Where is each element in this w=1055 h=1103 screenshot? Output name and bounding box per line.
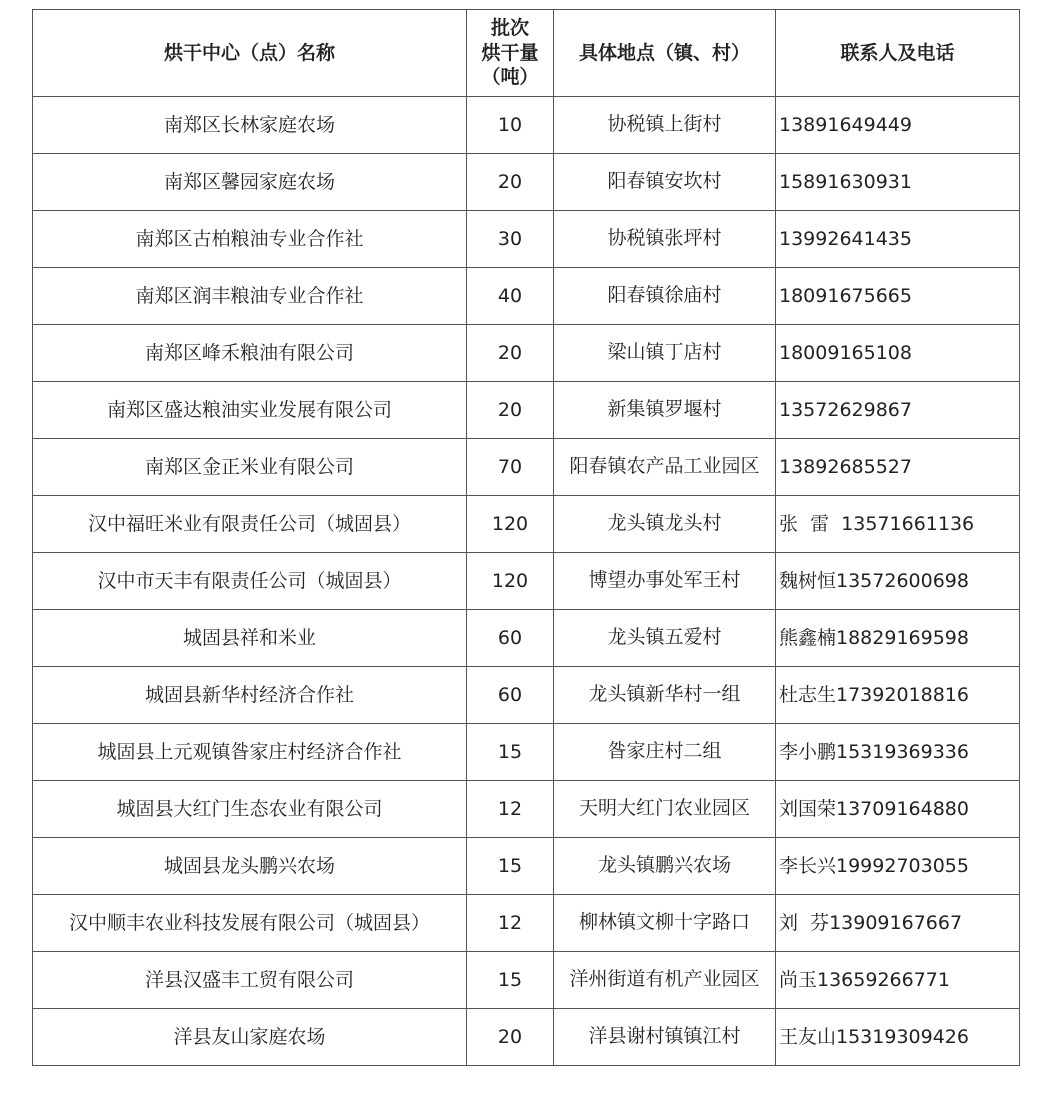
cell-contact: 13992641435 (776, 211, 1020, 268)
cell-name: 洋县友山家庭农场 (33, 1009, 467, 1066)
cell-capacity: 15 (467, 838, 554, 895)
cell-capacity: 20 (467, 154, 554, 211)
cell-capacity: 120 (467, 496, 554, 553)
cell-location: 洋州街道有机产业园区 (554, 952, 776, 1009)
cell-location: 协税镇张坪村 (554, 211, 776, 268)
cell-location: 龙头镇五爱村 (554, 610, 776, 667)
cell-name: 南郑区润丰粮油专业合作社 (33, 268, 467, 325)
cell-name: 南郑区盛达粮油实业发展有限公司 (33, 382, 467, 439)
cell-location: 昝家庄村二组 (554, 724, 776, 781)
cell-name: 城固县新华村经济合作社 (33, 667, 467, 724)
table-row (33, 610, 1020, 667)
cell-contact: 张 雷 13571661136 (776, 496, 1020, 553)
cell-location: 新集镇罗堰村 (554, 382, 776, 439)
cell-name: 城固县祥和米业 (33, 610, 467, 667)
cell-name: 汉中市天丰有限责任公司（城固县） (33, 553, 467, 610)
cell-capacity: 12 (467, 781, 554, 838)
cell-location: 阳春镇徐庙村 (554, 268, 776, 325)
cell-location: 柳林镇文柳十字路口 (554, 895, 776, 952)
cell-location: 梁山镇丁店村 (554, 325, 776, 382)
header-capacity-text: 批次 烘干量 （吨） (481, 16, 539, 89)
cell-capacity: 60 (467, 610, 554, 667)
cell-name: 南郑区金正米业有限公司 (33, 439, 467, 496)
cell-name: 南郑区古柏粮油专业合作社 (33, 211, 467, 268)
cell-name: 南郑区峰禾粮油有限公司 (33, 325, 467, 382)
cell-contact: 刘国荣13709164880 (776, 781, 1020, 838)
table-row (33, 724, 1020, 781)
cell-capacity: 15 (467, 952, 554, 1009)
cell-capacity: 40 (467, 268, 554, 325)
cell-location: 龙头镇龙头村 (554, 496, 776, 553)
table-row (33, 895, 1020, 952)
cell-name: 汉中福旺米业有限责任公司（城固县） (33, 496, 467, 553)
cell-location: 洋县谢村镇镇江村 (554, 1009, 776, 1066)
cell-name: 南郑区馨园家庭农场 (33, 154, 467, 211)
cell-contact: 李长兴19992703055 (776, 838, 1020, 895)
cell-location: 协税镇上街村 (554, 97, 776, 154)
cell-contact: 熊鑫楠18829169598 (776, 610, 1020, 667)
table-row (33, 1009, 1020, 1066)
cell-contact: 尚玉13659266771 (776, 952, 1020, 1009)
cell-name: 城固县上元观镇昝家庄村经济合作社 (33, 724, 467, 781)
cell-contact: 13892685527 (776, 439, 1020, 496)
cell-contact: 李小鹏15319369336 (776, 724, 1020, 781)
cell-contact: 15891630931 (776, 154, 1020, 211)
cell-capacity: 20 (467, 382, 554, 439)
cell-contact: 13891649449 (776, 97, 1020, 154)
cell-capacity: 30 (467, 211, 554, 268)
table-row (33, 97, 1020, 154)
cell-location: 博望办事处军王村 (554, 553, 776, 610)
table-row (33, 154, 1020, 211)
cell-contact: 魏树恒13572600698 (776, 553, 1020, 610)
table-row (33, 496, 1020, 553)
cell-capacity: 120 (467, 553, 554, 610)
cell-contact: 18009165108 (776, 325, 1020, 382)
header-location: 具体地点（镇、村） (554, 10, 776, 97)
header-name: 烘干中心（点）名称 (33, 10, 467, 97)
table-row (33, 268, 1020, 325)
cell-contact: 杜志生17392018816 (776, 667, 1020, 724)
cell-capacity: 15 (467, 724, 554, 781)
cell-name: 汉中顺丰农业科技发展有限公司（城固县） (33, 895, 467, 952)
table-row (33, 211, 1020, 268)
table-row (33, 838, 1020, 895)
cell-capacity: 60 (467, 667, 554, 724)
cell-contact: 18091675665 (776, 268, 1020, 325)
table-row (33, 553, 1020, 610)
cell-location: 阳春镇农产品工业园区 (554, 439, 776, 496)
cell-location: 龙头镇新华村一组 (554, 667, 776, 724)
table-row (33, 325, 1020, 382)
header-row (33, 10, 1020, 97)
cell-contact: 刘 芬13909167667 (776, 895, 1020, 952)
table-row (33, 952, 1020, 1009)
cell-name: 城固县大红门生态农业有限公司 (33, 781, 467, 838)
drying-centers-table (32, 9, 1020, 1066)
cell-name: 南郑区长林家庭农场 (33, 97, 467, 154)
cell-capacity: 12 (467, 895, 554, 952)
cell-location: 阳春镇安坎村 (554, 154, 776, 211)
cell-location: 天明大红门农业园区 (554, 781, 776, 838)
cell-name: 洋县汉盛丰工贸有限公司 (33, 952, 467, 1009)
header-capacity (467, 10, 554, 97)
table-row (33, 382, 1020, 439)
header-contact: 联系人及电话 (776, 10, 1020, 97)
cell-location: 龙头镇鹏兴农场 (554, 838, 776, 895)
cell-name: 城固县龙头鹏兴农场 (33, 838, 467, 895)
table-row (33, 439, 1020, 496)
cell-capacity: 20 (467, 1009, 554, 1066)
cell-capacity: 70 (467, 439, 554, 496)
cell-capacity: 10 (467, 97, 554, 154)
table-row (33, 781, 1020, 838)
table-row (33, 667, 1020, 724)
cell-contact: 王友山15319309426 (776, 1009, 1020, 1066)
cell-contact: 13572629867 (776, 382, 1020, 439)
cell-capacity: 20 (467, 325, 554, 382)
